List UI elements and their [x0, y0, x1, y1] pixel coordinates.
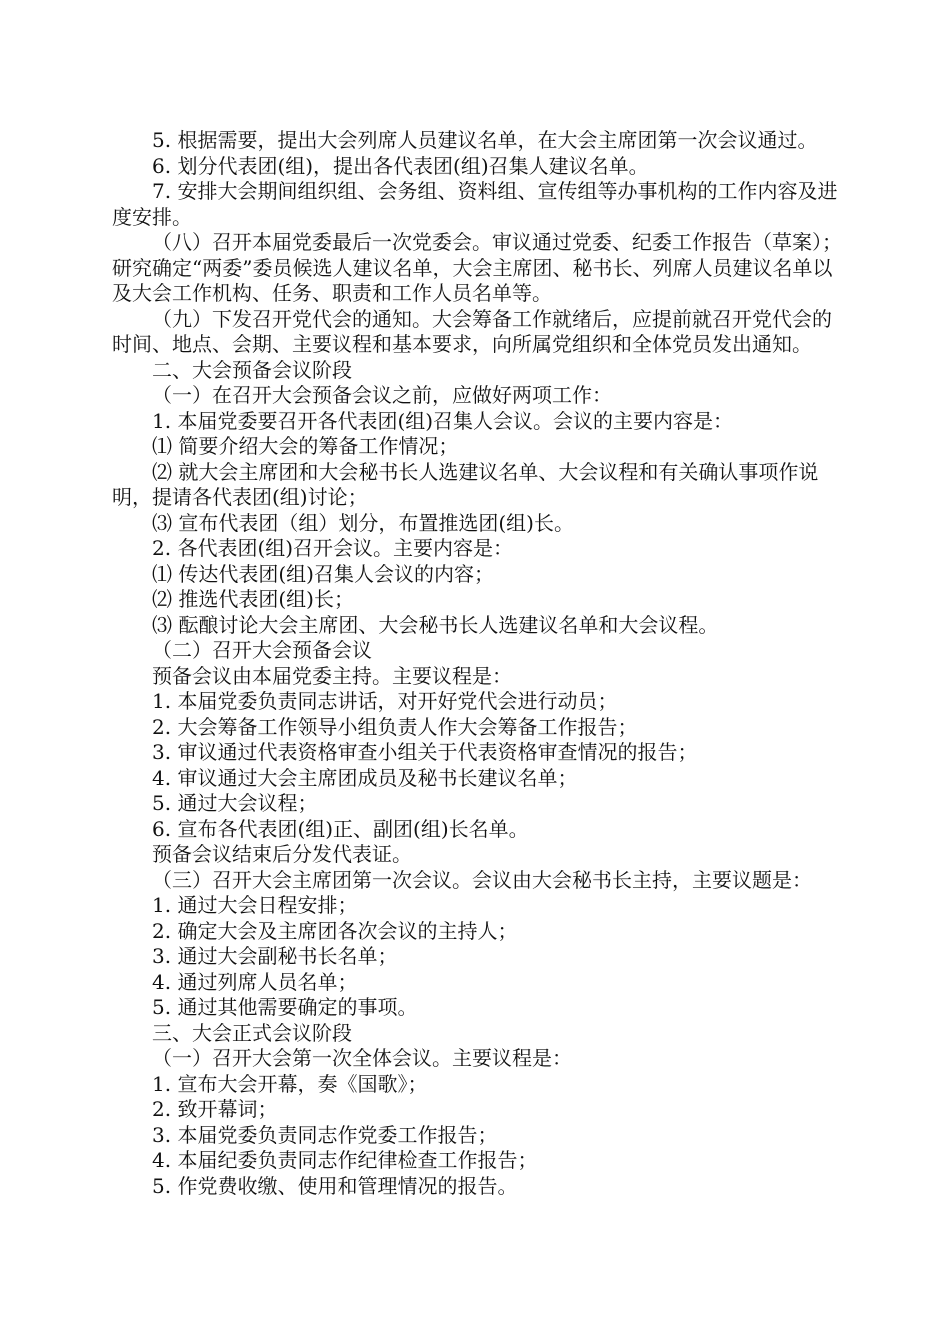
- paragraph-prep-item-2: 2. 大会筹备工作领导小组负责人作大会筹备工作报告；: [152, 714, 638, 739]
- paragraph-prep-item-6: 6. 宣布各代表团(组)正、副团(组)长名单。: [152, 816, 529, 841]
- paragraph-formal-item-4: 4. 本届纪委负责同志作纪律检查工作报告；: [152, 1148, 538, 1172]
- paragraph-presidium-item-3: 3. 通过大会副秘书长名单；: [152, 944, 398, 968]
- paragraph-formal-item-2: 2. 致开幕词；: [152, 1097, 278, 1121]
- paragraph-prep-intro: 预备会议由本届党委主持。主要议程是：: [152, 663, 512, 688]
- paragraph-prep-item-5: 5. 通过大会议程；: [152, 791, 318, 815]
- paragraph-subitem-1: ⑴ 简要介绍大会的筹备工作情况；: [152, 434, 459, 458]
- paragraph-subitem-2b: ⑵ 推选代表团(组)长；: [152, 587, 354, 611]
- paragraph-prep-end: 预备会议结束后分发代表证。: [152, 842, 412, 866]
- paragraph-formal-item-5: 5. 作党费收缴、使用和管理情况的报告。: [152, 1173, 518, 1198]
- paragraph-formal-subsection-1: （一）召开大会第一次全体会议。主要议程是：: [152, 1046, 572, 1070]
- paragraph-subitem-1b: ⑴ 传达代表团(组)召集人会议的内容；: [152, 561, 494, 586]
- paragraph-subitem-3: ⑶ 宣布代表团（组）划分，布置推选团(组)长。: [152, 510, 574, 535]
- paragraph-prep-item-1: 1. 本届党委负责同志讲话，对开好党代会进行动员；: [152, 689, 618, 713]
- paragraph-section-9: （九）下发召开党代会的通知。大会筹备工作就绪后，应提前就召开党代会的时间、地点、会期、主要议程和基本要求，向所属党组织和全体党员发出通知。: [112, 306, 832, 356]
- heading-stage-3: 三、大会正式会议阶段: [152, 1020, 352, 1045]
- paragraph-item-1: 1. 本届党委要召开各代表团(组)召集人会议。会议的主要内容是：: [152, 408, 734, 433]
- paragraph-item-6: 6. 划分代表团(组)，提出各代表团(组)召集人建议名单。: [152, 153, 649, 178]
- paragraph-presidium-item-4: 4. 通过列席人员名单；: [152, 969, 358, 994]
- paragraph-item-5: 5. 根据需要，提出大会列席人员建议名单，在大会主席团第一次会议通过。: [152, 128, 818, 152]
- document-body: [112, 128, 848, 1199]
- paragraph-prep-item-3: 3. 审议通过代表资格审查小组关于代表资格审查情况的报告；: [152, 740, 698, 764]
- paragraph-subitem-2: ⑵ 就大会主席团和大会秘书长人选建议名单、大会议程和有关确认事项作说明，提请各代表团(组)讨论；: [112, 459, 819, 509]
- paragraph-item-7: 7. 安排大会期间组织组、会务组、资料组、宣传组等办事机构的工作内容及进度安排。: [112, 179, 838, 229]
- paragraph-presidium-item-2: 2. 确定大会及主席团各次会议的主持人；: [152, 918, 518, 943]
- paragraph-prep-item-4: 4. 审议通过大会主席团成员及秘书长建议名单；: [152, 765, 578, 790]
- paragraph-subsection-3: （三）召开大会主席团第一次会议。会议由大会秘书长主持，主要议题是：: [152, 867, 812, 892]
- paragraph-formal-item-3: 3. 本届党委负责同志作党委工作报告；: [152, 1122, 498, 1147]
- paragraph-subsection-1: （一）在召开大会预备会议之前，应做好两项工作：: [152, 383, 612, 407]
- heading-stage-2: 二、大会预备会议阶段: [152, 357, 352, 382]
- paragraph-subitem-3b: ⑶ 酝酿讨论大会主席团、大会秘书长人选建议名单和大会议程。: [152, 612, 719, 637]
- paragraph-item-2: 2. 各代表团(组)召开会议。主要内容是：: [152, 536, 514, 560]
- paragraph-presidium-item-5: 5. 通过其他需要确定的事项。: [152, 995, 418, 1019]
- paragraph-subsection-2: （二）召开大会预备会议: [152, 638, 372, 662]
- paragraph-formal-item-1: 1. 宣布大会开幕，奏《国歌》；: [152, 1071, 428, 1096]
- paragraph-section-8: （八）召开本届党委最后一次党委会。审议通过党委、纪委工作报告（草案）；研究确定“两委”委员候选人建议名单，大会主席团、秘书长、列席人员建议名单以及大会工作机构、任务、职责和工作人员名单等。: [112, 230, 842, 305]
- paragraph-presidium-item-1: 1. 通过大会日程安排；: [152, 893, 358, 917]
